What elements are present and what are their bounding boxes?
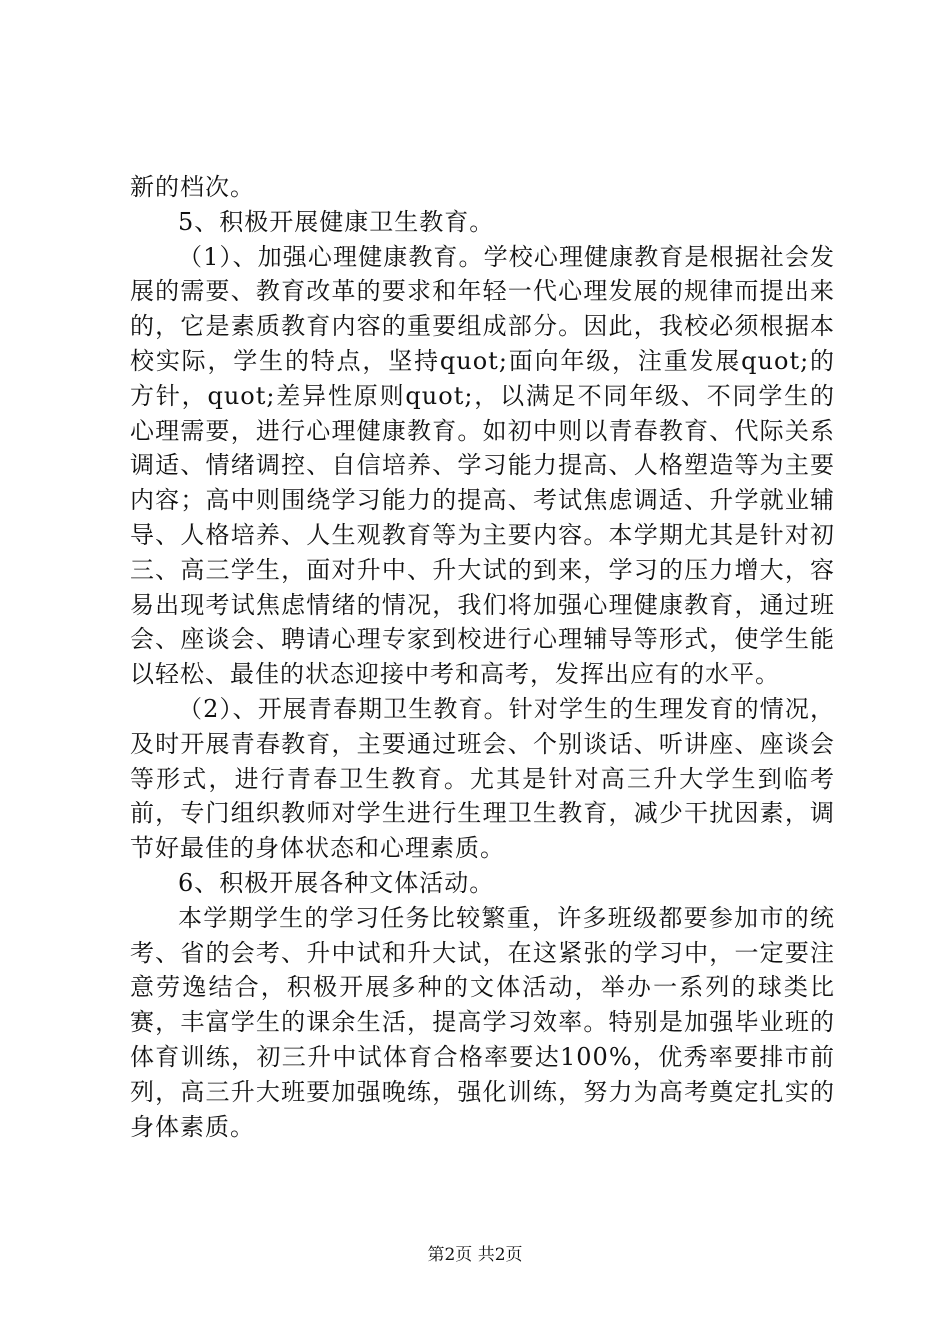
section-heading-activities: 6、积极开展各种文体活动。 (178, 868, 495, 897)
document-body (130, 170, 835, 1144)
page-number-footer: 第2页 共2页 (427, 1245, 523, 1265)
paragraph-mental-health: （1）、加强心理健康教育。学校心理健康教育是根据社会发展的需要、教育改革的要求和年轻一代心理发展的规律而提出来的，它是素质教育内容的重要组成部分。因此，我校必须根据本校实际，学生的特点，坚持quot;面向年级，注重发展quot;的方针，quot;差异性原则quot;，以满足不同年级、不同学生的心理需要，进行心理健康教育。如初中则以青春教育、代际关系调适、情绪调控、自信培养、学习能力提高、人格塑造等为主要内容；高中则围绕学习能力的提高、考试焦虑调适、升学就业辅导、人格培养、人生观教育等为主要内容。本学期尤其是针对初三、高三学生，面对升中、升大试的到来，学习的压力增大，容易出现考试焦虑情绪的情况，我们将加强心理健康教育，通过班会、座谈会、聘请心理专家到校进行心理辅导等形式，使学生能以轻松、最佳的状态迎接中考和高考，发挥出应有的水平。 (130, 242, 835, 689)
paragraph-adolescent-health: （2）、开展青春期卫生教育。针对学生的生理发育的情况，及时开展青春教育，主要通过班会、个别谈话、听讲座、座谈会等形式，进行青春卫生教育。尤其是针对高三升大学生到临考前，专门组织教师对学生进行生理卫生教育，减少干扰因素，调节好最佳的身体状态和心理素质。 (130, 694, 835, 863)
section-heading-health-education: 5、积极开展健康卫生教育。 (178, 207, 495, 236)
paragraph-activities: 本学期学生的学习任务比较繁重，许多班级都要参加市的统考、省的会考、升中试和升大试，在这紧张的学习中，一定要注意劳逸结合，积极开展多种的文体活动，举办一系列的球类比赛，丰富学生的课余生活，提高学习效率。特别是加强毕业班的体育训练，初三升中试体育合格率要达100%，优秀率要排市前列，高三升大班要加强晚练，强化训练，努力为高考奠定扎实的身体素质。 (130, 903, 835, 1141)
paragraph-continuation: 新的档次。 (130, 173, 255, 201)
